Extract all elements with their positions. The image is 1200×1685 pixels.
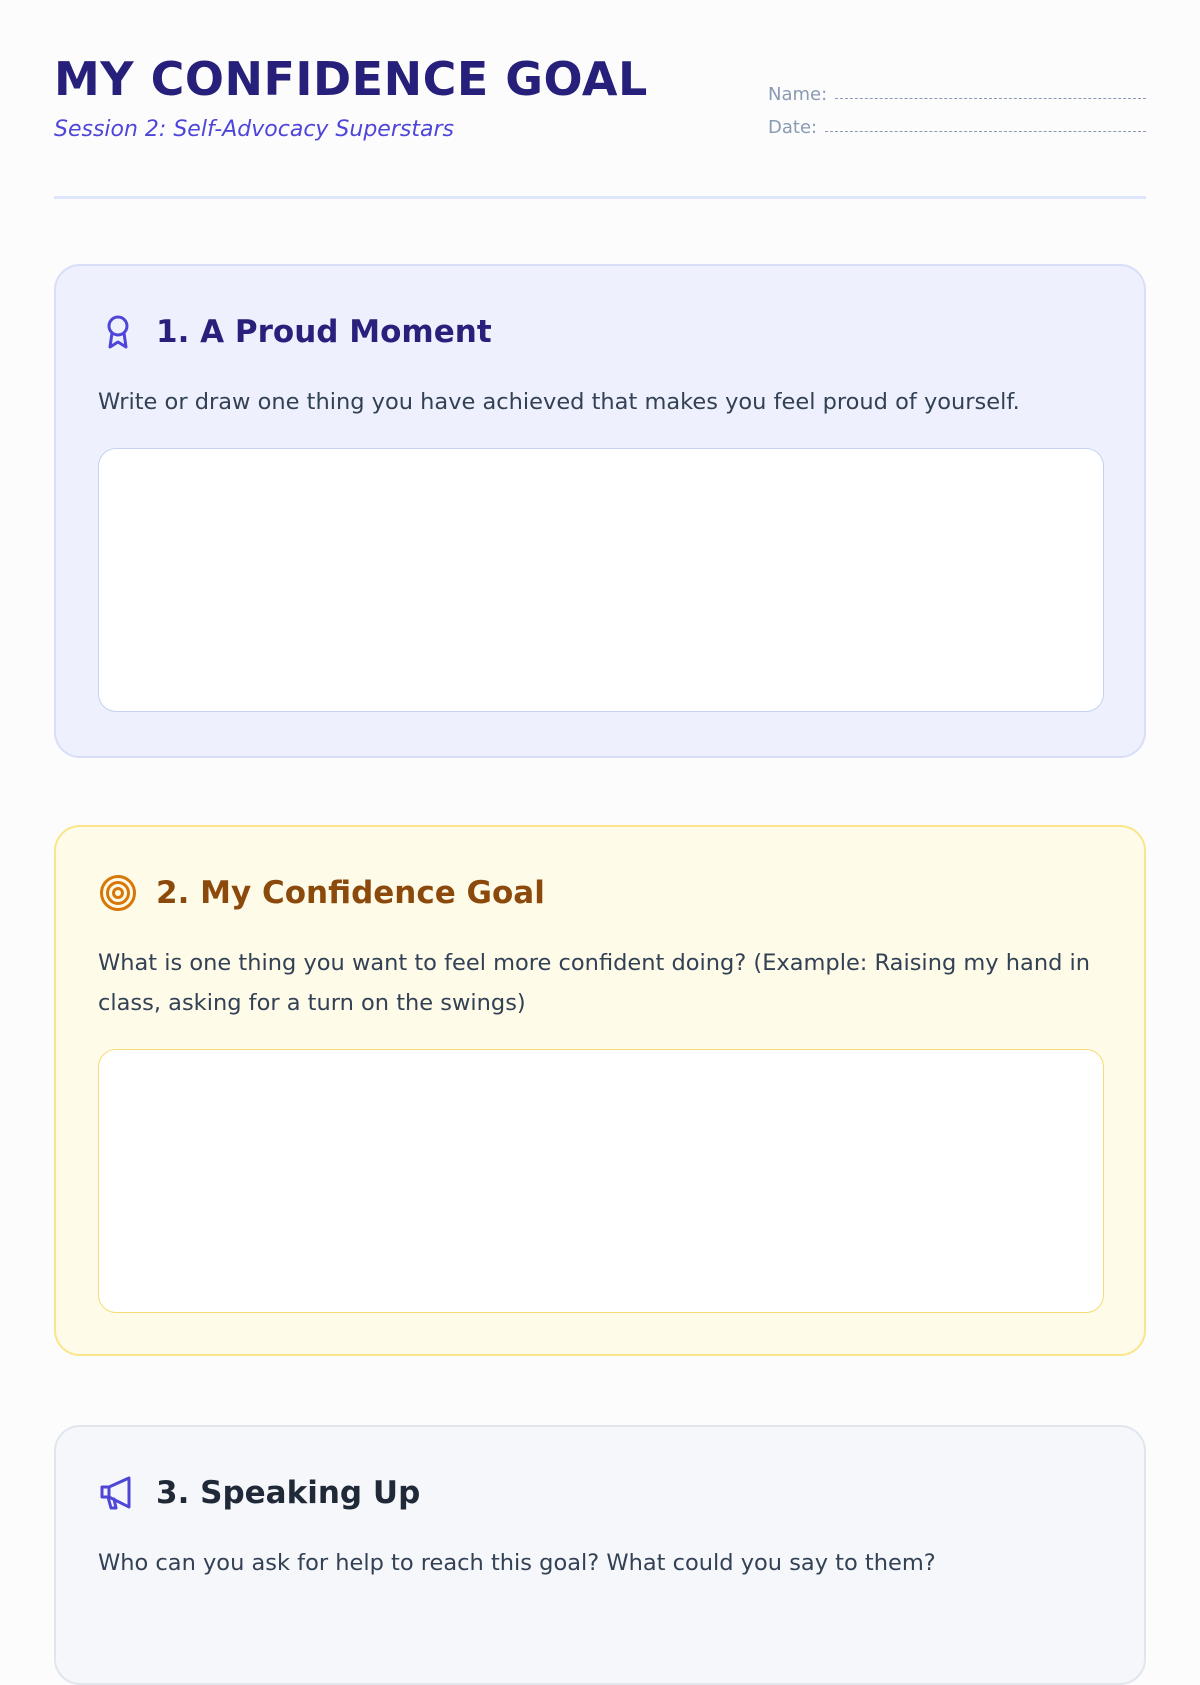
date-field[interactable]: [825, 130, 1146, 132]
worksheet-page: [54, 0, 1146, 1576]
section-title: 2. My Confidence Goal: [156, 875, 545, 911]
student-info: [768, 72, 1146, 138]
megaphone-icon: [98, 1473, 138, 1513]
section-prompt: Who can you ask for help to reach this goal? What could you say to them?: [98, 1550, 936, 1576]
section-proud-moment: [54, 264, 1146, 758]
section-prompt: What is one thing you want to feel more confident doing? (Example: Raising my hand in class, asking for a turn on the swings): [98, 950, 1091, 1016]
worksheet-header: [54, 0, 1146, 199]
section-header: [98, 1471, 420, 1515]
answer-box[interactable]: [98, 448, 1104, 712]
date-row: [768, 105, 1146, 138]
section-title: 1. A Proud Moment: [156, 314, 492, 350]
target-icon: [98, 873, 138, 913]
section-header: [98, 310, 492, 354]
page-subtitle: Session 2: Self-Advocacy Superstars: [54, 117, 454, 142]
section-confidence-goal: [54, 825, 1146, 1356]
name-label: Name:: [768, 84, 828, 105]
section-header: [98, 871, 545, 915]
section-prompt: Write or draw one thing you have achieved that makes you feel proud of yourself.: [98, 389, 1020, 415]
section-speaking-up: [54, 1425, 1146, 1685]
award-ribbon-icon: [98, 312, 138, 352]
date-label: Date:: [768, 117, 818, 138]
name-field[interactable]: [835, 97, 1146, 99]
page-title: MY CONFIDENCE GOAL: [54, 52, 648, 106]
section-title: 3. Speaking Up: [156, 1475, 421, 1511]
answer-box[interactable]: [98, 1049, 1104, 1313]
name-row: [768, 72, 1146, 105]
